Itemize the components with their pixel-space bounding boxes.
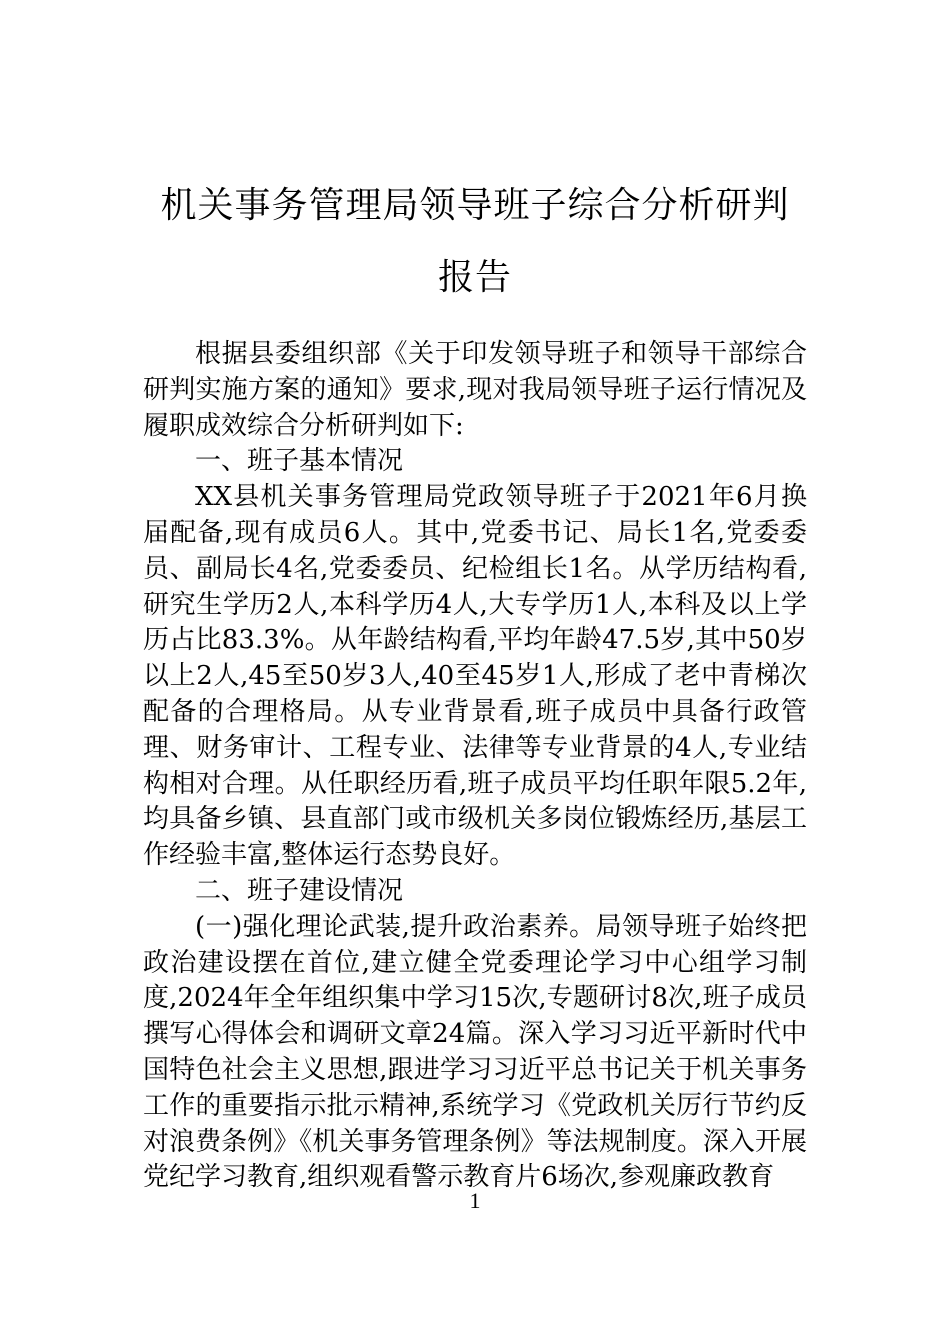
section-heading-2: 二、班子建设情况 (195, 875, 404, 906)
intro-paragraph: 根据县委组织部《关于印发领导班子和领导干部综合研判实施方案的通知》要求,现对我局领导班子运行情况及履职成效综合分析研判如下: (143, 339, 807, 441)
document-title: 机关事务管理局领导班子综合分析研判报告 (160, 185, 790, 298)
section-heading-1: 一、班子基本情况 (195, 446, 404, 477)
document-body (143, 337, 807, 1196)
basic-situation-paragraph: XX县机关事务管理局党政领导班子于2021年6月换届配备,现有成员6人。其中,党委书记、局长1名,党委委员、副局长4名,党委委员、纪检组长1名。从学历结构看,研究生学历2人,本科学历4人,大专学历1人,本科及以上学历占比83.3%。从年龄结构看,平均年龄47.5岁,其中50岁以上2人,45至50岁3人,40至45岁1人,形成了老中青梯次配备的合理格局。从专业背景看,班子成员中具备行政管理、财务审计、工程专业、法律等专业背景的4人,专业结构相对合理。从任职经历看,班子成员平均任职年限5.2年,均具备乡镇、县直部门或市级机关多岗位锻炼经历,基层工作经验丰富,整体运行态势良好。 (143, 482, 807, 871)
construction-paragraph-1: (一)强化理论武装,提升政治素养。局领导班子始终把政治建设摆在首位,建立健全党委理论学习中心组学习制度,2024年全年组织集中学习15次,专题研讨8次,班子成员撰写心得体会和调研文章24篇。深入学习习近平新时代中国特色社会主义思想,跟进学习习近平总书记关于机关事务工作的重要指示批示精神,系统学习《党政机关厉行节约反对浪费条例》《机关事务管理条例》等法规制度。深入开展党纪学习教育,组织观看警示教育片6场次,参观廉政教育 (143, 911, 807, 1193)
page-number: 1 (469, 1188, 481, 1213)
